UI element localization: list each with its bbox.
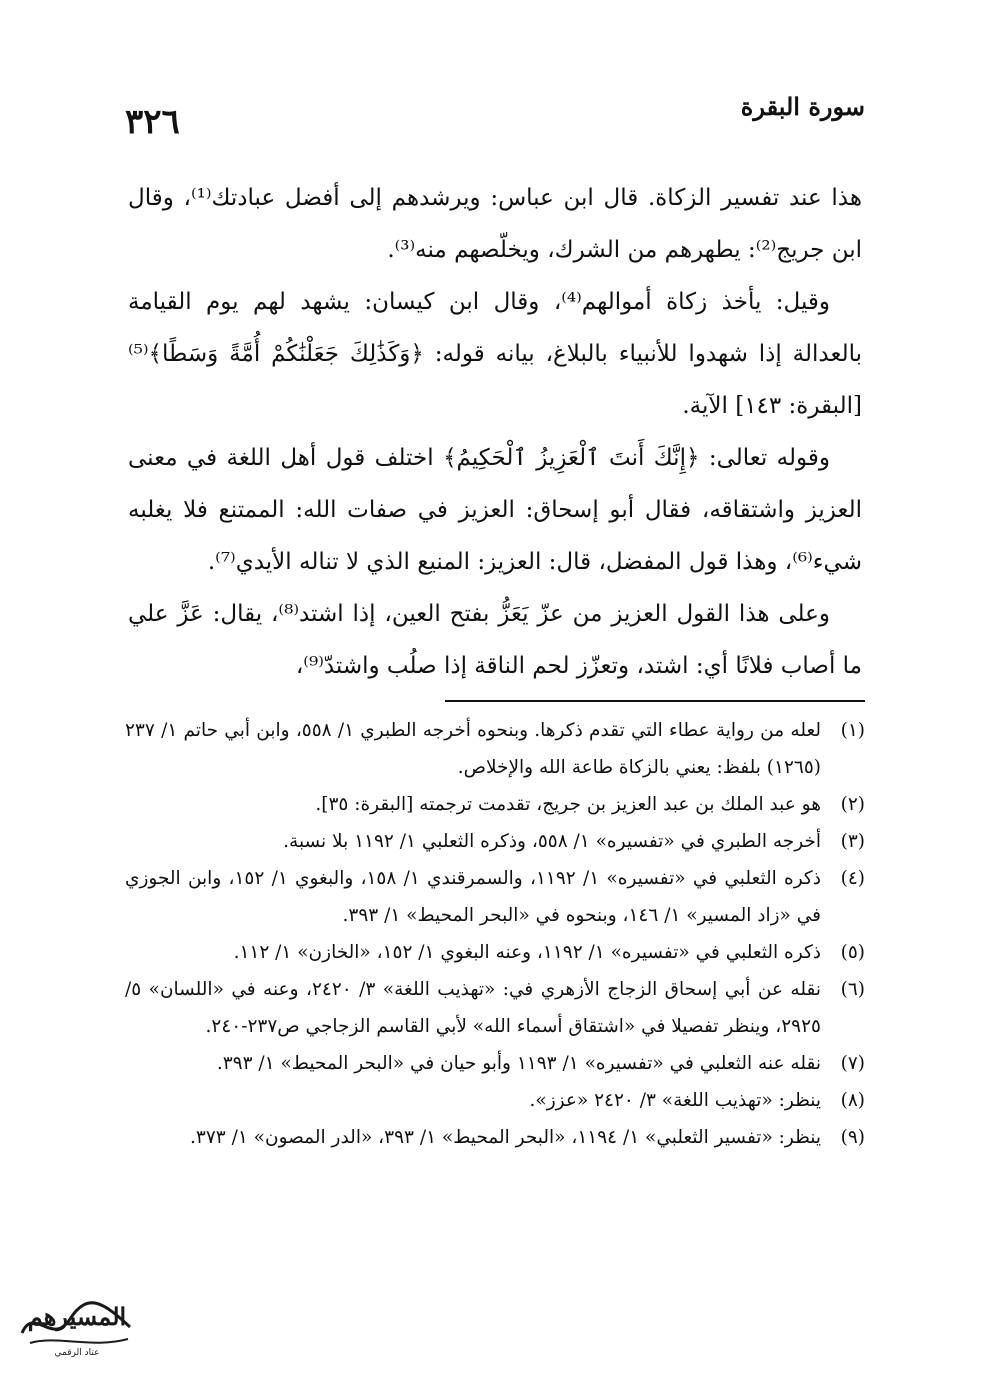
- footnote: [125, 1045, 865, 1082]
- paragraph: وعلى هذا القول العزيز من عزّ يَعَزُّ بفتح العين، إذا اشتد⁽⁸⁾، يقال: عَزَّ علي ما أصاب فلانًا أي: اشتد، وتعزّز لحم الناقة إذا صلُب واشتدّ⁽⁹⁾،: [128, 601, 862, 679]
- footnote-text: لعله من رواية عطاء التي تقدم ذكرها. وبنحوه أخرجه الطبري ١/ ٥٥٨، وابن أبي حاتم ١/ ٢٣٧ (١٢٦٥) بلفظ: يعني بالزكاة طاعة الله والإخلاص.: [125, 720, 821, 778]
- paragraph: وقوله تعالى: ﴿إِنَّكَ أَنتَ ٱلْعَزِيزُ ٱلْحَكِيمُ﴾ اختلف قول أهل اللغة في معنى العزيز واشتقاقه، فقال أبو إسحاق: العزيز في صفات الله: الممتنع فلا يغلبه شيء⁽⁶⁾، وهذا قول المفضل، قال: العزيز: المنيع الذي لا تناله الأيدي⁽⁷⁾.: [128, 445, 862, 575]
- running-title: سورة البقرة: [740, 92, 865, 121]
- paragraph: هذا عند تفسير الزكاة. قال ابن عباس: ويرشدهم إلى أفضل عبادتك⁽¹⁾، وقال ابن جريج⁽²⁾: يطهرهم من الشرك، ويخلّصهم منه⁽³⁾.: [128, 185, 862, 263]
- footnote-number: (٢): [840, 794, 865, 815]
- logo-flourish: [30, 1339, 128, 1343]
- footnote-text: نقله عنه الثعلبي في «تفسيره» ١/ ١١٩٣ وأبو حيان في «البحر المحيط» ١/ ٣٩٣.: [216, 1053, 821, 1074]
- footnote-text: ينظر: «تفسير الثعلبي» ١/ ١١٩٤، «البحر المحيط» ١/ ٣٩٣، «الدر المصون» ١/ ٣٧٣.: [190, 1127, 821, 1148]
- footnote: [125, 934, 865, 971]
- logo-subtext: عتاد الرقمي: [54, 1348, 100, 1358]
- main-text: [128, 172, 862, 692]
- footnote-text: ينظر: «تهذيب اللغة» ٣/ ٢٤٢٠ «عزز».: [529, 1090, 821, 1111]
- footnote: [125, 823, 865, 860]
- footnote-number: (٦): [840, 979, 865, 1000]
- footnote: [125, 860, 865, 934]
- footnote-number: (١): [840, 720, 865, 741]
- page-header: [125, 92, 865, 152]
- footnote-number: (٧): [840, 1053, 865, 1074]
- footnote-number: (٥): [840, 942, 865, 963]
- footnote: [125, 1082, 865, 1119]
- footnote-text: نقله عن أبي إسحاق الزجاج الأزهري في: «تهذيب اللغة» ٣/ ٢٤٢٠، وعنه في «اللسان» ٥/ ٢٩٢٥، وينظر تفصيلا في «اشتقاق أسماء الله» لأبي القاسم الزجاجي ص٢٣٧-٢٤٠.: [125, 979, 821, 1037]
- footnote-text: ذكره الثعلبي في «تفسيره» ١/ ١١٩٢، والسمرقندي ١/ ١٥٨، والبغوي ١/ ١٥٢، وابن الجوزي في «زاد المسير» ١/ ١٤٦، وبنحوه في «البحر المحيط» ١/ ٣٩٣.: [125, 868, 821, 926]
- footnote-number: (٨): [840, 1090, 865, 1111]
- logo-text: المسيرهم: [27, 1302, 127, 1331]
- page-number: ٣٢٦: [125, 102, 180, 142]
- footnote-text: أخرجه الطبري في «تفسيره» ١/ ٥٥٨، وذكره الثعلبي ١/ ١١٩٢ بلا نسبة.: [283, 831, 821, 852]
- publisher-logo: [12, 1285, 142, 1360]
- footnote-number: (٤): [840, 868, 865, 889]
- footnote-number: (٣): [840, 831, 865, 852]
- footnote: [125, 971, 865, 1045]
- footnote-number: (٩): [840, 1127, 865, 1148]
- footnote-text: ذكره الثعلبي في «تفسيره» ١/ ١١٩٢، وعنه البغوي ١/ ١٥٢، «الخازن» ١/ ١١٢.: [233, 942, 821, 963]
- footnote-text: هو عبد الملك بن عبد العزيز بن جريج، تقدمت ترجمته [البقرة: ٣٥].: [315, 794, 821, 815]
- footnote-divider: [445, 700, 865, 702]
- paragraph: وقيل: يأخذ زكاة أموالهم⁽⁴⁾، وقال ابن كيسان: يشهد لهم يوم القيامة بالعدالة إذا شهدوا للأنبياء بالبلاغ، بيانه قوله: ﴿وَكَذَٰلِكَ جَعَلْنَٰكُمْ أُمَّةً وَسَطًا﴾⁽⁵⁾ [البقرة: ١٤٣] الآية.: [128, 289, 862, 419]
- footnotes: [125, 712, 865, 1156]
- footnote: [125, 786, 865, 823]
- footnote: [125, 712, 865, 786]
- footnote: [125, 1119, 865, 1156]
